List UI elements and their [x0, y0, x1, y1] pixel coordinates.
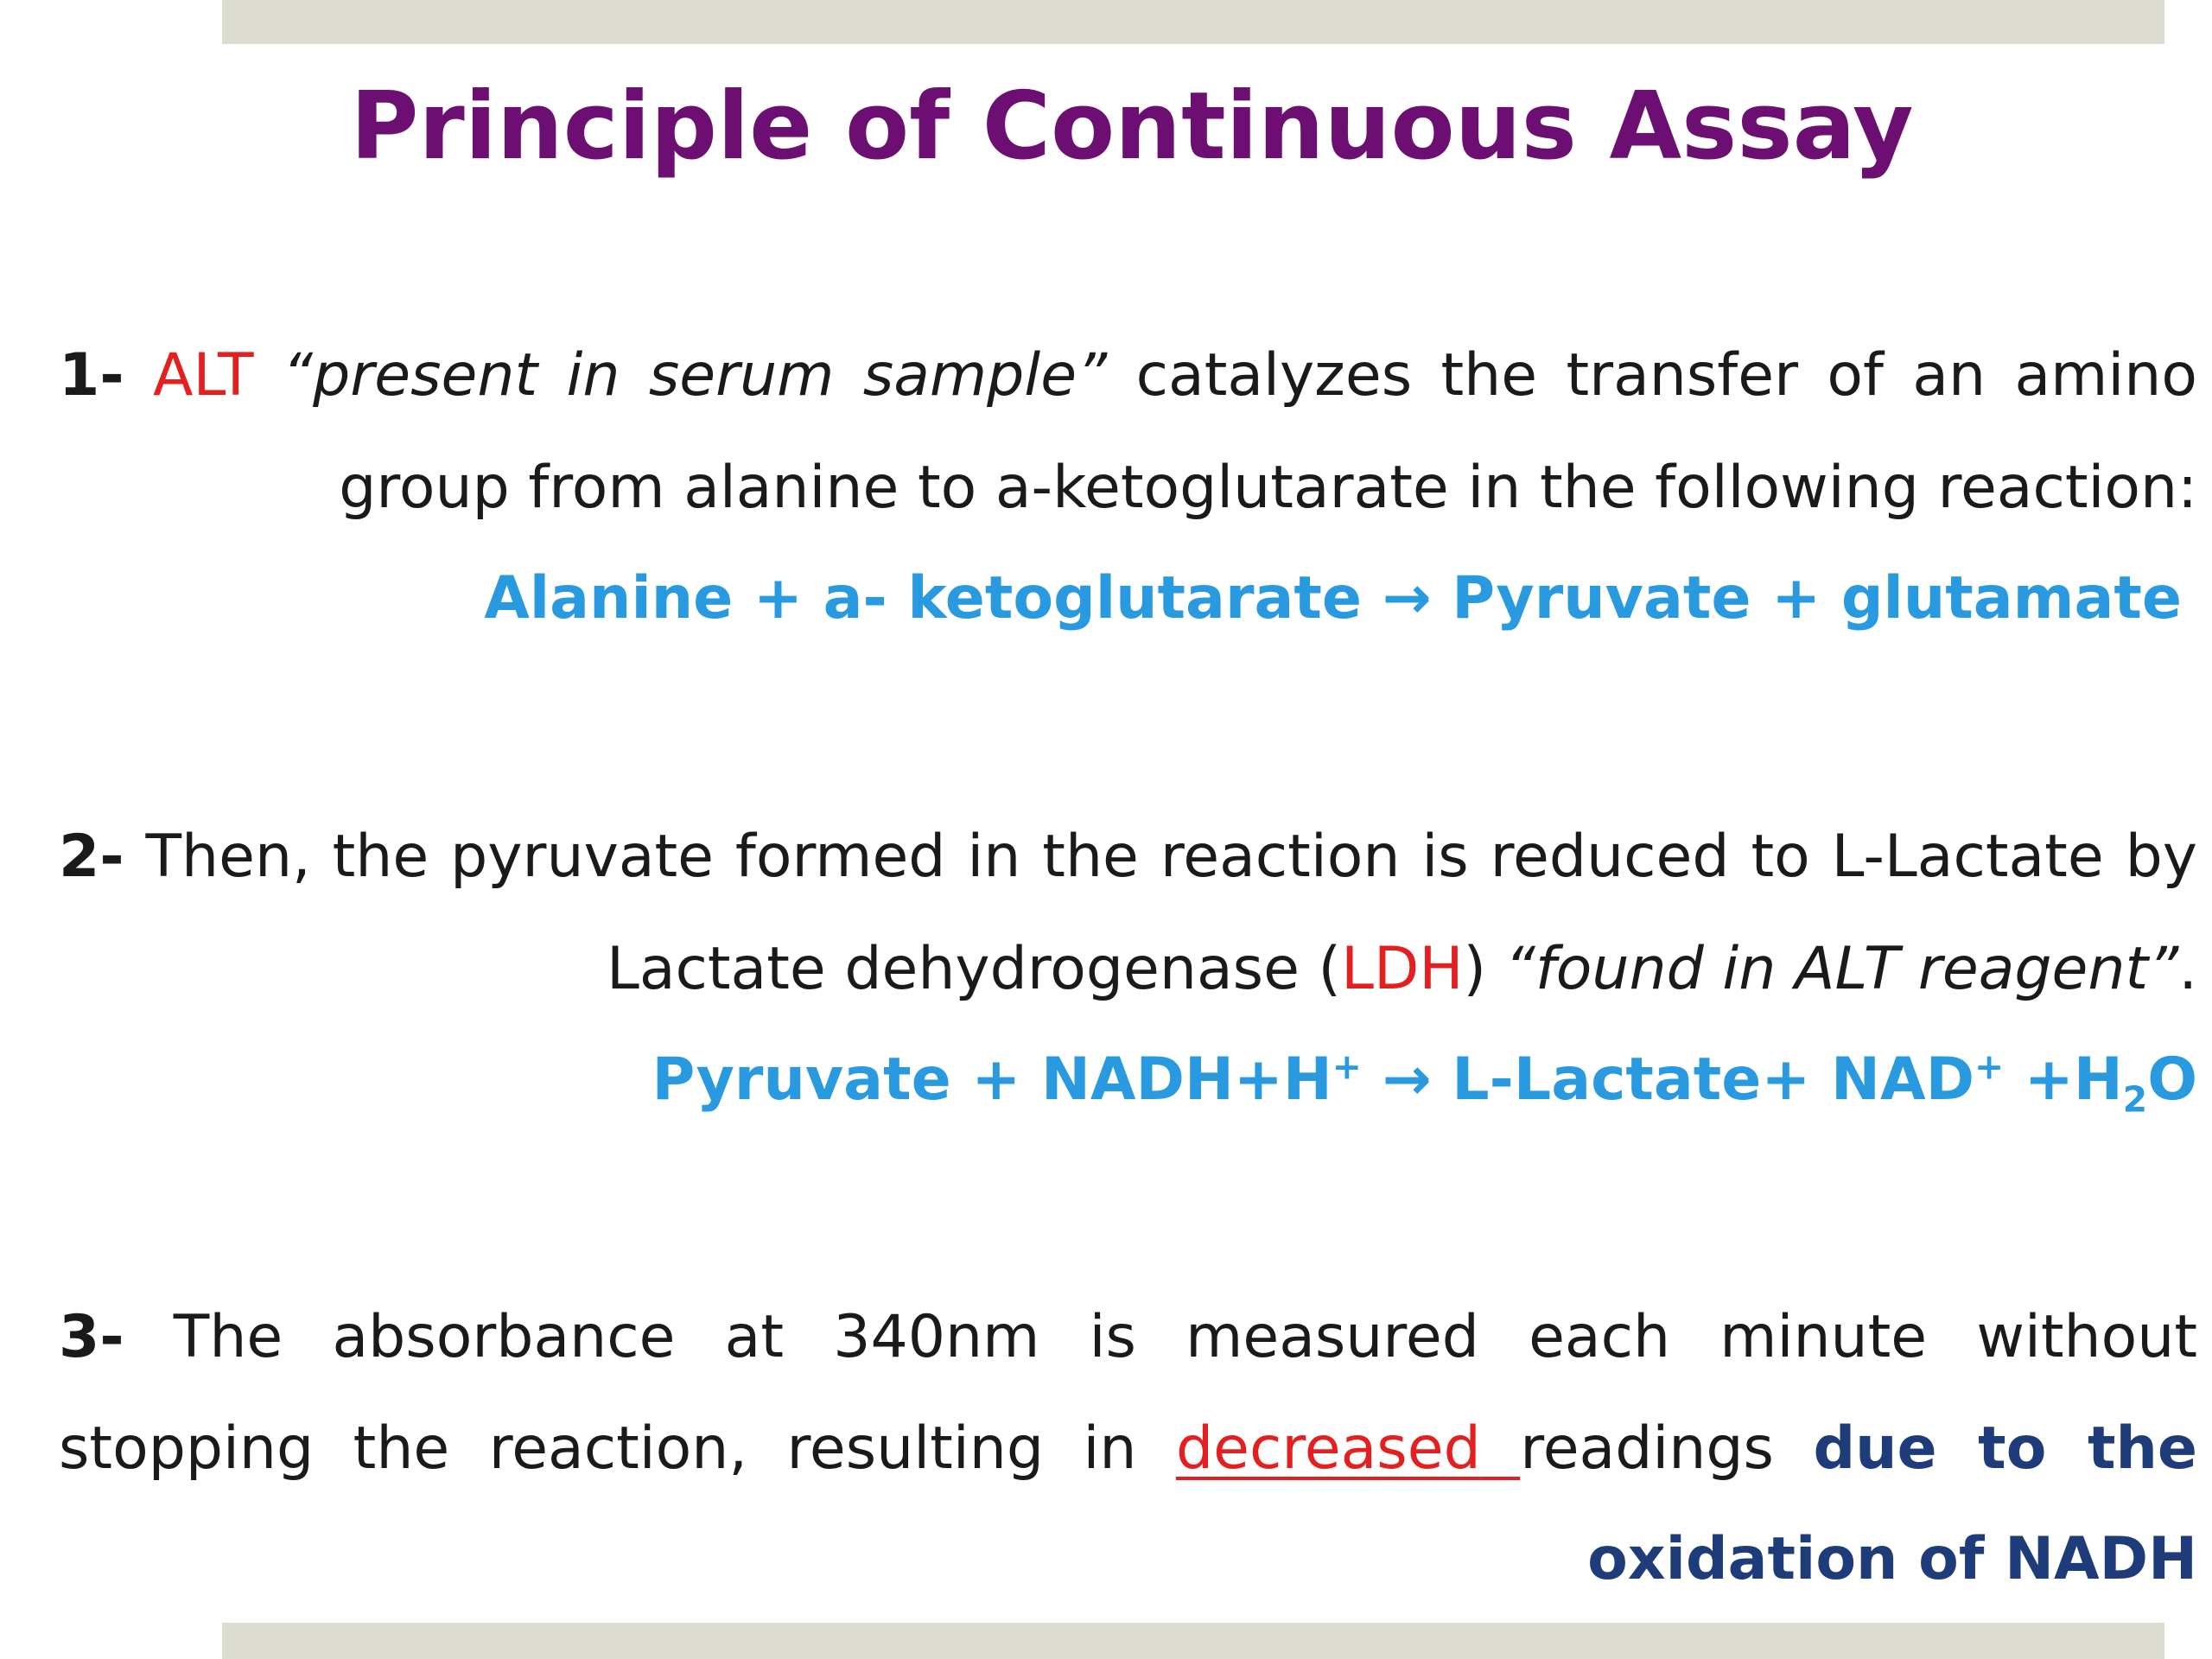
step2-text-b-pre: Lactate dehydrogenase (: [606, 935, 1342, 1003]
reaction-2-sup-2: +: [1974, 1046, 2005, 1088]
step1-line1: [59, 341, 2197, 410]
slide-title: Principle of Continuous Assay: [350, 73, 1914, 181]
step2-text-b-mid: ): [1463, 935, 1486, 1003]
reaction-2-b: → L-Lactate+ NAD: [1361, 1046, 1975, 1114]
step3-line1: [59, 1303, 2197, 1372]
step2-line1: [59, 823, 2197, 892]
reaction-2-sub: 2: [2122, 1078, 2148, 1121]
reaction-2: [59, 1046, 2197, 1121]
step3-text-b-pre: stopping the reaction, resulting in: [59, 1414, 1137, 1483]
ldh-label: LDH: [1341, 935, 1464, 1003]
decreased-underline-space: [1481, 1414, 1520, 1483]
step3-number: 3-: [59, 1303, 124, 1371]
step2-quote: “found in ALT reagent”: [1504, 935, 2179, 1003]
step1-text-a: catalyzes the transfer of an amino: [1135, 341, 2197, 410]
oxidation-of-nadh: oxidation of NADH: [1587, 1525, 2197, 1593]
reaction-1: Alanine + a- ketoglutarate → Pyruvate + glutamate: [484, 564, 2182, 632]
top-decorative-bar: [222, 0, 2164, 44]
step2-line2: [59, 935, 2197, 1004]
step2-text-b-end: .: [2178, 935, 2197, 1003]
step3-text-a: The absorbance at 340nm is measured each minute without: [173, 1303, 2197, 1371]
reaction-2-d: O: [2147, 1046, 2197, 1114]
reaction-2-sup-1: +: [1332, 1046, 1362, 1088]
step1-number: 1-: [59, 341, 124, 410]
alt-label: ALT: [152, 341, 254, 410]
reaction-2-c: +H: [2004, 1046, 2123, 1114]
step1-quote: “present in serum sample”: [282, 341, 1108, 410]
decreased-word: decreased: [1175, 1414, 1481, 1483]
step2-number: 2-: [59, 823, 124, 891]
bottom-decorative-bar: [222, 1623, 2164, 1659]
step2-text-a: Then, the pyruvate formed in the reaction is reduced to L-Lactate by: [145, 823, 2197, 891]
step1-text-b: group from alanine to a-ketoglutarate in the following reaction:: [339, 454, 2197, 522]
reaction-2-a: Pyruvate + NADH+H: [652, 1046, 1332, 1114]
step3-line2: [59, 1414, 2197, 1484]
step3-readings: readings: [1520, 1414, 1774, 1483]
due-to-the: due to the: [1813, 1414, 2197, 1483]
